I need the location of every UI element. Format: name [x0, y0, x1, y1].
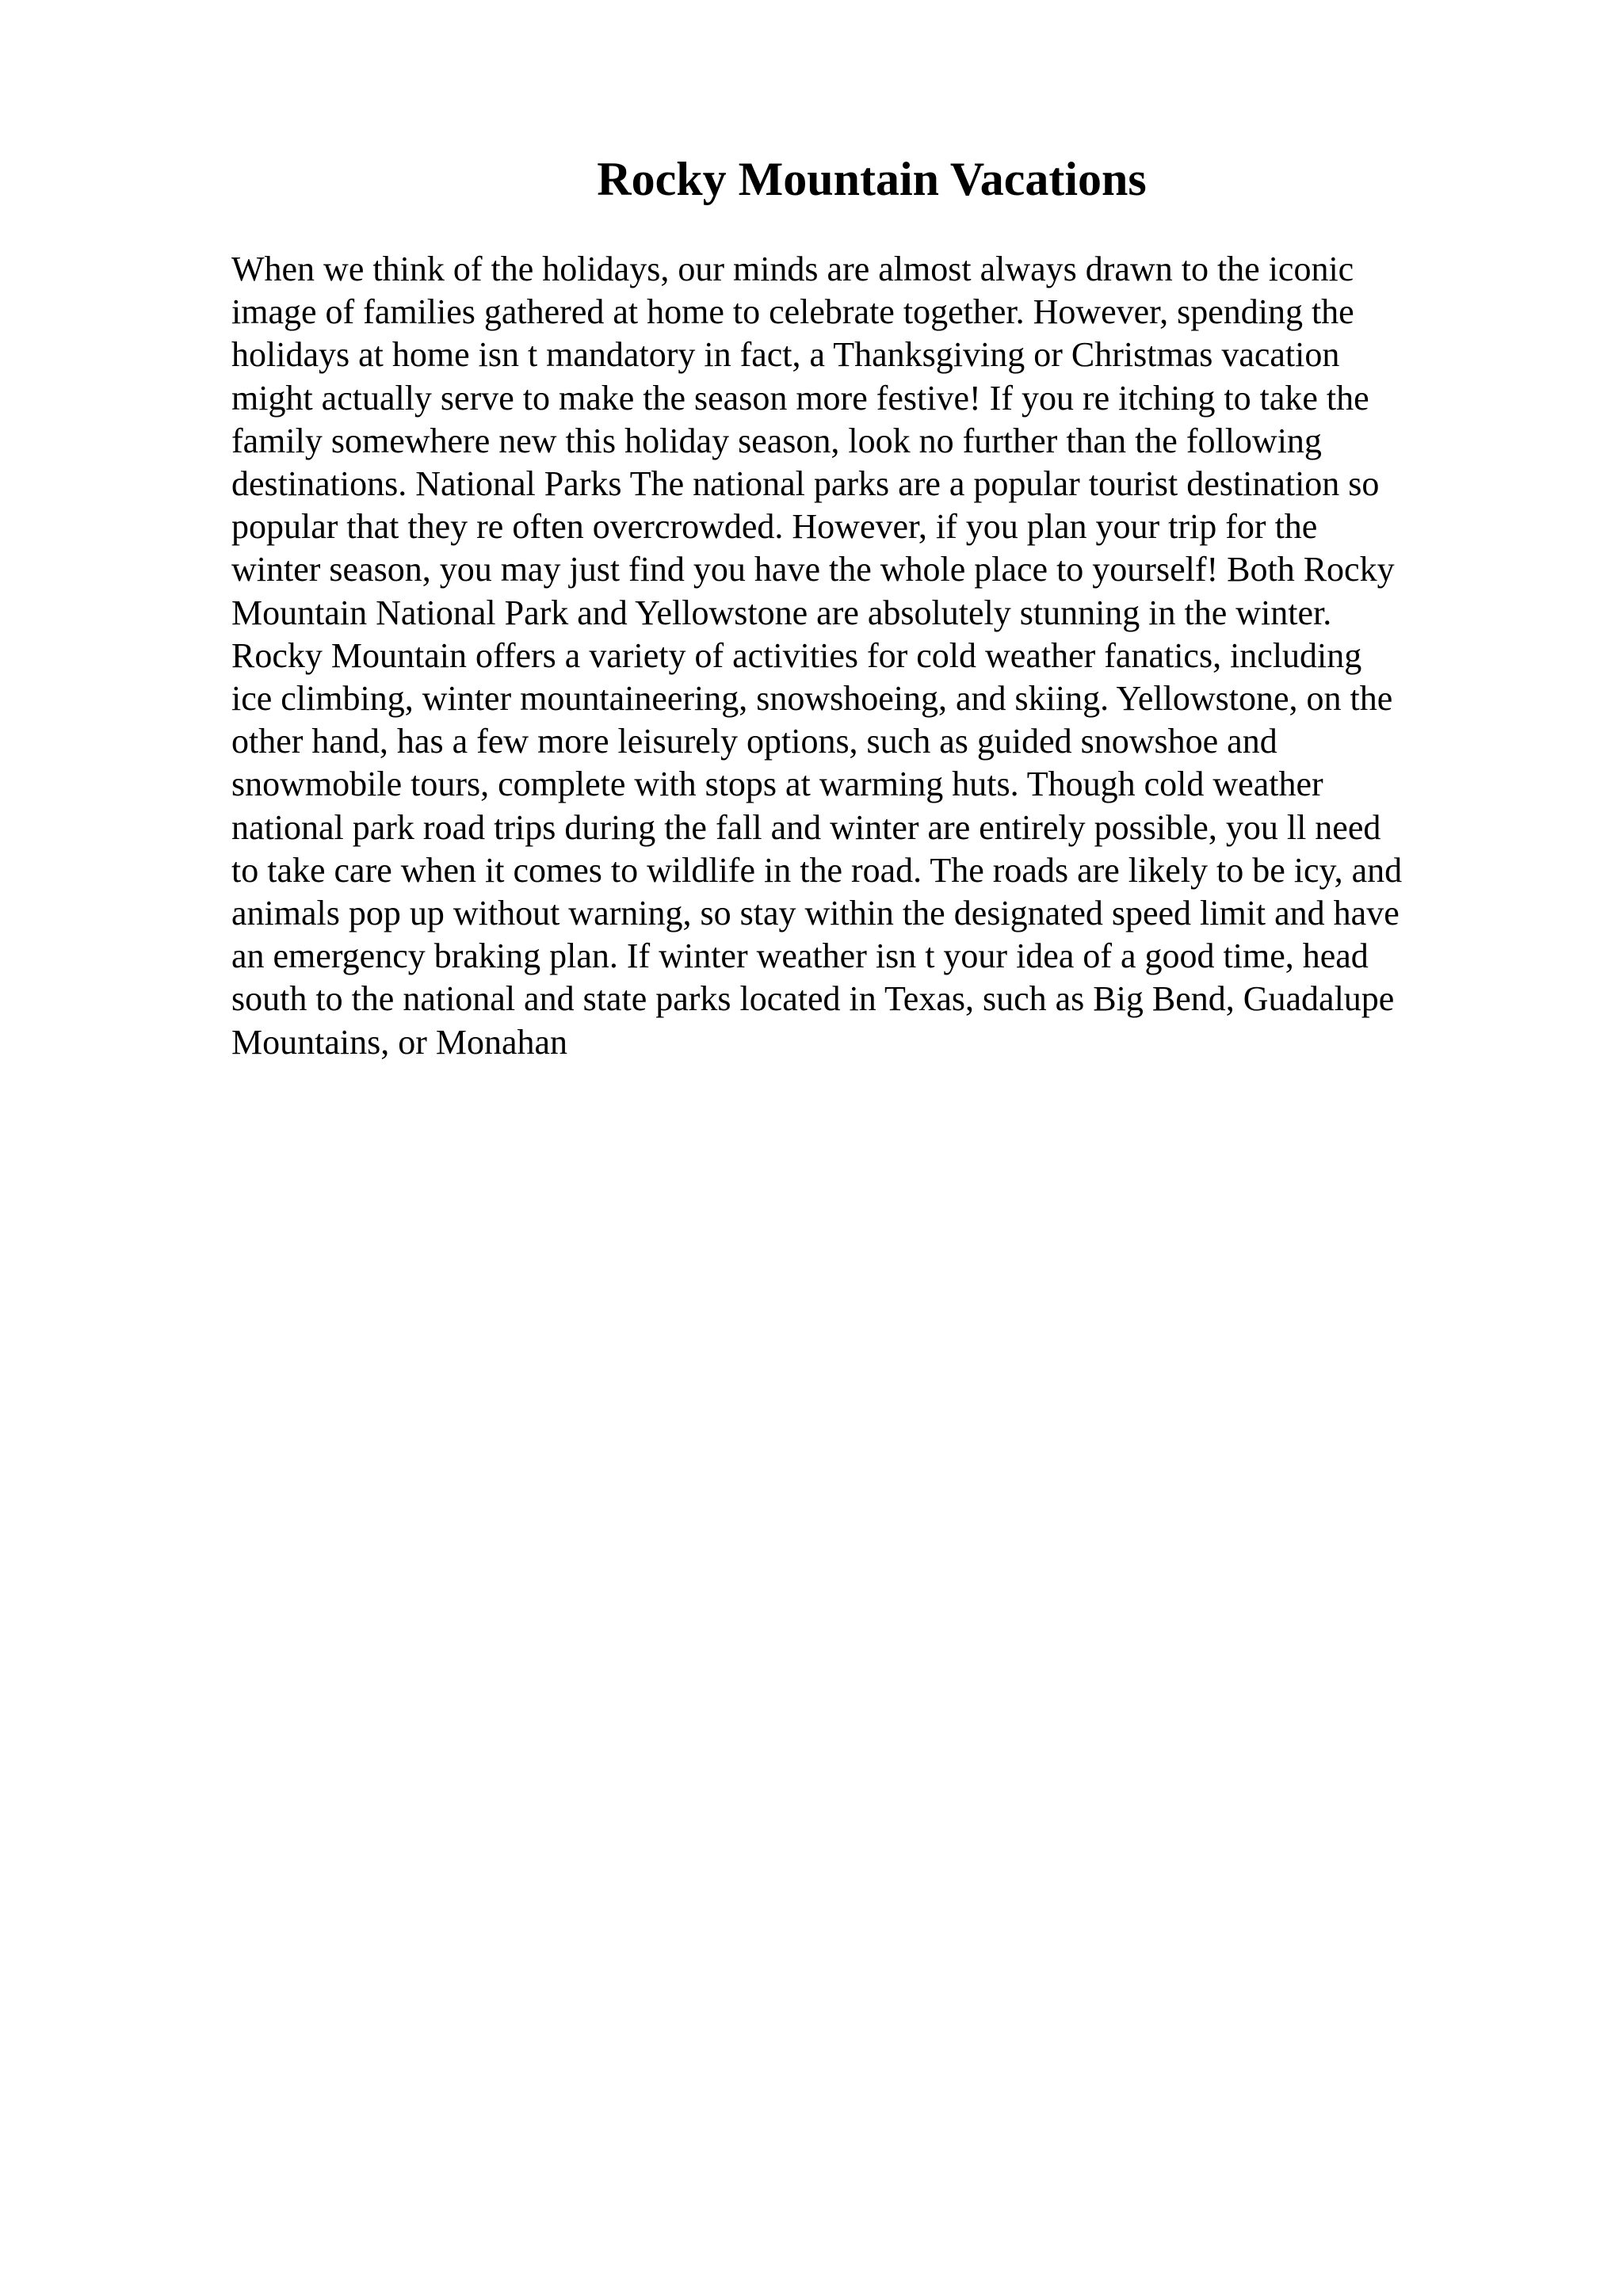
body-line: Mountain National Park and Yellowstone are absolutely stunning in the winter. [231, 593, 1332, 632]
body-line: snowmobile tours, complete with stops at warming huts. Though cold weather [231, 765, 1323, 804]
body-line: holidays at home isn t mandatory in fact, a Thanksgiving or Christmas vacation [231, 335, 1340, 375]
document-title: Rocky Mountain Vacations [597, 153, 1147, 205]
body-line: Rocky Mountain offers a variety of activities for cold weather fanatics, including [231, 635, 1362, 675]
body-line: other hand, has a few more leisurely options, such as guided snowshoe and [231, 722, 1277, 761]
body-line: an emergency braking plan. If winter weather isn t your idea of a good time, head [231, 936, 1369, 976]
body-line: Mountains, or Monahan [231, 1022, 568, 1062]
document-body [231, 248, 1499, 1064]
body-line: national park road trips during the fall and winter are entirely possible, you ll need [231, 807, 1381, 847]
body-line: to take care when it comes to wildlife in the road. The roads are likely to be icy, and [231, 850, 1403, 890]
body-line: winter season, you may just find you have the whole place to yourself! Both Rocky [231, 550, 1395, 589]
body-line: When we think of the holidays, our minds are almost always drawn to the iconic [231, 250, 1354, 288]
body-line: popular that they re often overcrowded. However, if you plan your trip for the [231, 507, 1318, 547]
body-line: destinations. National Parks The national parks are a popular tourist destination so [231, 464, 1380, 504]
body-line: image of families gathered at home to celebrate together. However, spending the [231, 292, 1354, 332]
body-line: south to the national and state parks located in Texas, such as Big Bend, Guadalupe [231, 979, 1395, 1019]
body-line: ice climbing, winter mountaineering, snowshoeing, and skiing. Yellowstone, on the [231, 679, 1393, 719]
body-line: family somewhere new this holiday season, look no further than the following [231, 421, 1322, 460]
body-line: animals pop up without warning, so stay within the designated speed limit and have [231, 894, 1400, 933]
body-line: might actually serve to make the season more festive! If you re itching to take the [231, 378, 1369, 418]
